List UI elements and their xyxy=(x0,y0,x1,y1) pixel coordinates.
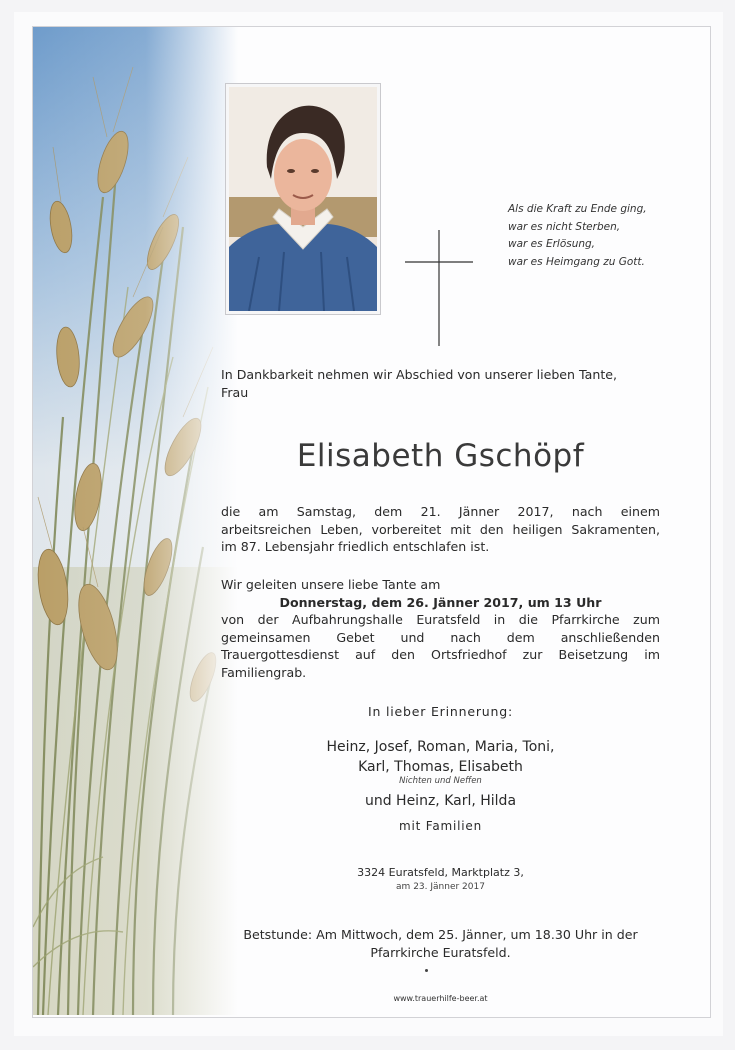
relation-caption: Nichten und Neffen xyxy=(399,776,482,786)
prayer-line: Pfarrkirche Euratsfeld. xyxy=(370,945,511,960)
portrait-photo xyxy=(225,83,381,315)
intro-line: In Dankbarkeit nehmen wir Abschied von unserer lieben Tante, xyxy=(221,367,618,382)
poem-line: war es nicht Sterben, xyxy=(508,220,621,233)
prayer-line: Betstunde: Am Mittwoch, dem 25. Jänner, um 18.30 Uhr in der xyxy=(243,927,638,942)
notice-line: die am Samstag, dem 21. Jänner 2017, nach einem xyxy=(221,504,660,519)
funeral-paragraph xyxy=(221,576,660,681)
death-notice-paragraph xyxy=(221,503,660,556)
deceased-name: Elisabeth Gschöpf xyxy=(296,438,585,474)
funeral-date: Donnerstag, dem 26. Jänner 2017, um 13 Uhr xyxy=(279,594,602,610)
poem-line: war es Erlösung, xyxy=(508,238,596,250)
names-line: Heinz, Josef, Roman, Maria, Toni, xyxy=(326,739,555,755)
memorial-poem xyxy=(508,201,688,271)
notice-line: im 87. Lebensjahr friedlich entschlafen ist. xyxy=(221,539,490,554)
address-line: 3324 Euratsfeld, Marktplatz 3, xyxy=(357,866,524,879)
funeral-line: gemeinsamen Gebet und nach dem anschließenden xyxy=(221,629,660,645)
funeral-line: Trauergottesdienst auf den Ortsfriedhof zur Beisetzung im xyxy=(221,647,660,662)
notice-line: arbeitsreichen Leben, vorbereitet mit den heiligen Sakramenten, xyxy=(221,521,660,537)
footer-website: www.trauerhilfe-beer.at xyxy=(393,994,488,1003)
mourners-names xyxy=(221,737,660,777)
poem-line: war es Heimgang zu Gott. xyxy=(508,255,645,268)
prayer-notice xyxy=(221,926,660,962)
wheat-field-image xyxy=(33,27,238,1015)
other-mourners: und Heinz, Karl, Hilda xyxy=(364,793,517,809)
names-line: Karl, Thomas, Elisabeth xyxy=(358,759,523,775)
funeral-intro: Wir geleiten unsere liebe Tante am xyxy=(221,577,441,592)
intro-paragraph xyxy=(221,366,660,401)
poem-line: Als die Kraft zu Ende ging, xyxy=(508,203,647,215)
cross-icon xyxy=(405,230,475,350)
families-line: mit Familien xyxy=(399,819,482,833)
funeral-line: Familiengrab. xyxy=(221,664,307,680)
funeral-line: von der Aufbahrungshalle Euratsfeld in die Pfarrkirche zum xyxy=(221,612,660,627)
intro-line: Frau xyxy=(221,384,249,400)
issue-date: am 23. Jänner 2017 xyxy=(396,882,485,892)
separator-dot xyxy=(425,969,428,972)
mourners-heading: In lieber Erinnerung: xyxy=(368,704,513,719)
